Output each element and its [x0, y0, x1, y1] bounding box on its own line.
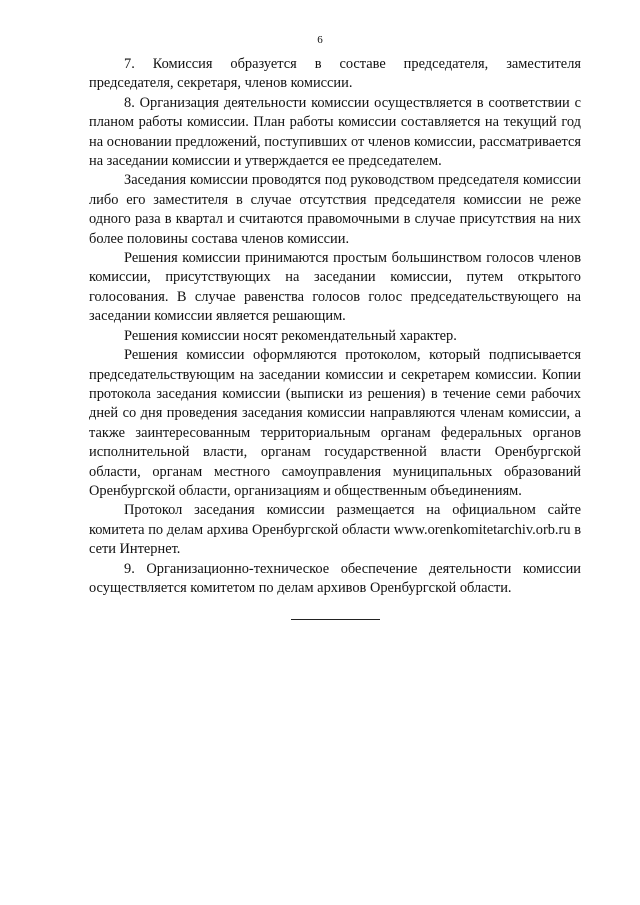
paragraph-protocol-publication: Протокол заседания комиссии размещается на официальном сайте комитета по делам архива Оренбургской области www.orenkomitetarchiv.orb.ru в сети Интернет.	[89, 502, 581, 558]
paragraph-8-work-plan: 8. Организация деятельности комиссии осуществляется в соответствии с планом работы комиссии. План работы комиссии составляется на текущий год на основании предложений, поступивших от членов комиссии, рассматривается на заседании комиссии и утверждается ее председателем.	[89, 94, 581, 170]
paragraph-advisory-nature: Решения комиссии носят рекомендательный характер.	[124, 327, 457, 344]
document-body	[89, 55, 581, 598]
paragraph-protocol: Решения комиссии оформляются протоколом, который подписывается председательствующим на заседании комиссии и секретарем комиссии. Копии протокола заседания комиссии (выписки из решения) в течение семи рабочих дней со дня проведения заседания комиссии направляются членам комиссии, а также заинтересованным территориальным органам федеральных органов исполнительной власти, органам государственной власти Оренбургской области, органам местного самоуправления муниципальных образований Оренбургской области, организациям и общественным объединениям.	[89, 347, 581, 499]
paragraph-7-composition: 7. Комиссия образуется в составе председателя, заместителя председателя, секретаря, членов комиссии.	[89, 56, 581, 92]
paragraph-meetings: Заседания комиссии проводятся под руководством председателя комиссии либо его заместителя в случае отсутствия председателя комиссии не реже одного раза в квартал и считаются правомочными в случае присутствия на них более половины состава членов комиссии.	[89, 172, 581, 247]
paragraph-voting: Решения комиссии принимаются простым большинством голосов членов комиссии, присутствующих на заседании комиссии, путем открытого голосования. В случае равенства голосов голос председательствующего на заседании комиссии является решающим.	[89, 250, 581, 325]
paragraph-9-support: 9. Организационно-техническое обеспечение деятельности комиссии осуществляется комитетом по делам архивов Оренбургской области.	[89, 560, 581, 596]
page-number: 6	[317, 34, 323, 46]
closing-divider	[291, 619, 380, 620]
